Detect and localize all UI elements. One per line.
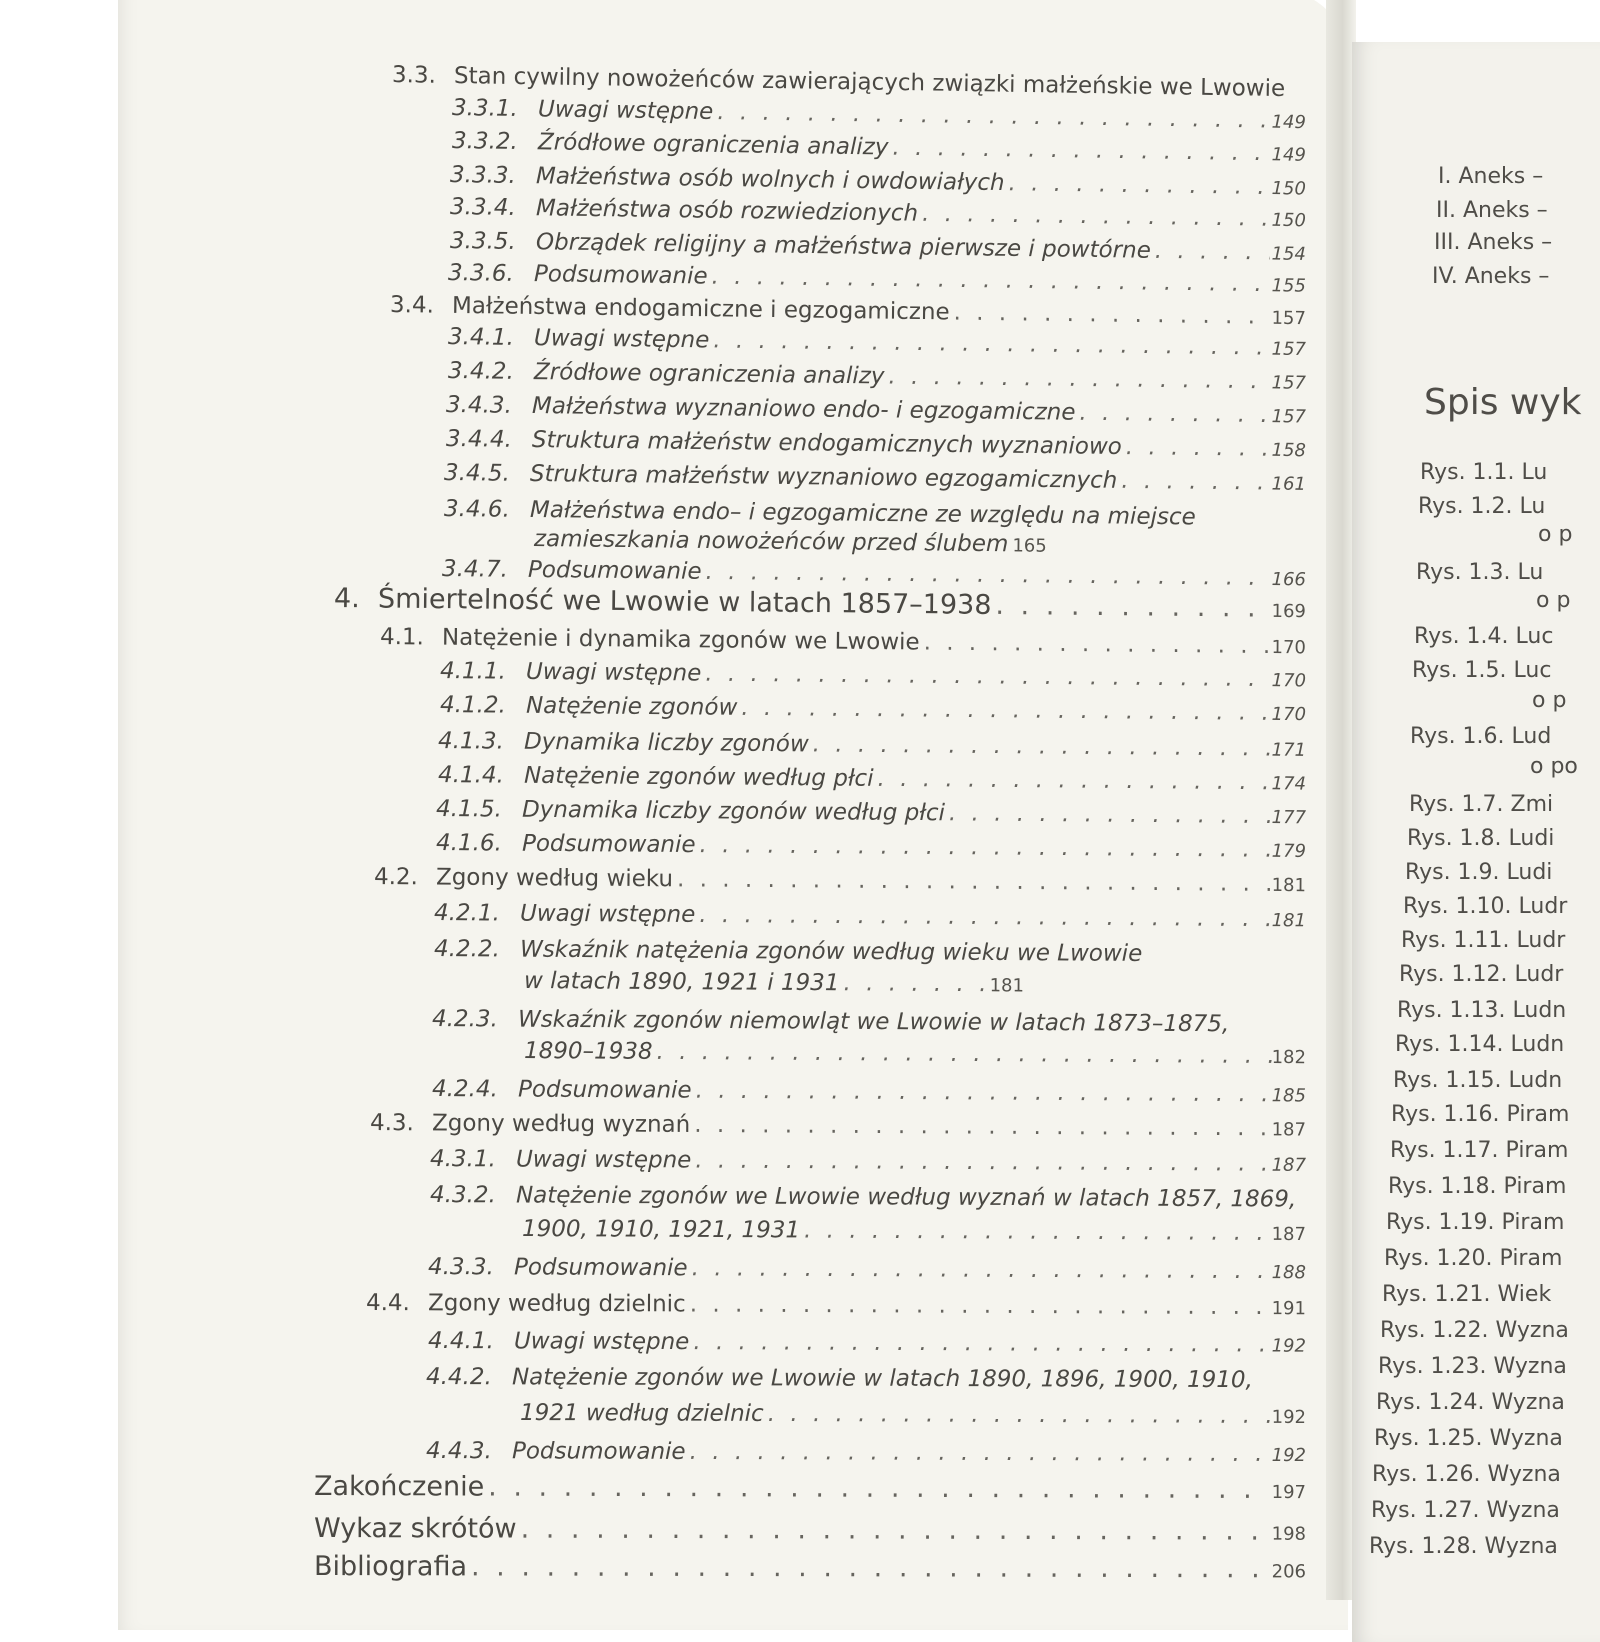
figure-title: Wyzna	[1485, 1534, 1558, 1559]
toc-number: 3.4.3.	[446, 390, 532, 421]
toc-leader-dots	[699, 900, 1270, 934]
figure-entry	[1380, 1316, 1569, 1346]
toc-title: Zgony według dzielnic	[428, 1288, 686, 1319]
toc-leader-dots	[1121, 466, 1270, 498]
toc-page-number: 181	[1272, 906, 1307, 936]
toc-page-number: 187	[1272, 1220, 1307, 1250]
toc-number: 3.3.2.	[452, 126, 538, 157]
figure-title: Ludn	[1509, 1068, 1563, 1093]
toc-page-number: 150	[1271, 174, 1306, 205]
toc-entry-4-2-4	[432, 1074, 1306, 1111]
figure-label: Rys. 1.24.	[1376, 1390, 1492, 1415]
figure-title: Wiek	[1498, 1282, 1552, 1307]
toc-leader-dots	[692, 1253, 1270, 1286]
figure-title: Piram	[1502, 1210, 1565, 1235]
toc-leader-dots	[768, 1399, 1272, 1431]
figure-entry	[1420, 458, 1547, 488]
figure-entry	[1416, 558, 1543, 588]
toc-number: 3.3.1.	[452, 93, 538, 124]
toc-title: Małżeństwa wyznaniowo endo- i egzogamiczne	[532, 391, 1076, 428]
figure-entry	[1384, 1244, 1562, 1274]
figure-label: Rys. 1.20.	[1384, 1246, 1500, 1271]
toc-continuation-text: zamieszkania nowożeńców przed ślubem	[534, 524, 1009, 559]
figure-entry	[1409, 790, 1553, 820]
figure-label: Rys. 1.17.	[1390, 1138, 1506, 1163]
toc-entry-4-2-3	[432, 1004, 1306, 1040]
toc-title: Małżeństwa endo– i egzogamiczne ze względu na miejsce	[530, 495, 1196, 532]
toc-page-number: 197	[1272, 1478, 1306, 1508]
toc-entry-continuation	[520, 1398, 1306, 1433]
toc-continuation-text: w latach 1890, 1921 i 1931	[524, 966, 840, 998]
toc-leader-dots	[694, 1110, 1270, 1143]
toc-title: Natężenie i dynamika zgonów we Lwowie	[442, 623, 920, 658]
toc-leader-dots	[953, 297, 1269, 331]
toc-page-number: 165	[1012, 531, 1047, 561]
toc-leader-dots	[923, 628, 1269, 662]
toc-title: Uwagi wstępne	[538, 94, 714, 127]
toc-leader-dots	[1155, 236, 1270, 268]
toc-title: Uwagi wstępne	[520, 899, 696, 930]
figure-title: Wyzna	[1492, 1390, 1565, 1415]
toc-entry-4-3-3	[428, 1252, 1306, 1288]
toc-page-number: 149	[1271, 140, 1306, 171]
toc-number: 4.3.1.	[430, 1144, 516, 1174]
toc-page-number: 192	[1272, 1441, 1306, 1471]
toc-number: 3.4.1.	[448, 322, 534, 353]
toc-title: Podsumowanie	[522, 829, 696, 860]
toc-number: 3.3.	[392, 60, 454, 91]
toc-page-number: 182	[1272, 1043, 1307, 1073]
toc-entry-4-3-2	[430, 1180, 1306, 1215]
toc-number: 4.1.	[380, 622, 442, 653]
toc-page-number: 206	[1272, 1557, 1306, 1587]
figure-label: Rys. 1.8.	[1407, 826, 1509, 851]
toc-page-number: 157	[1271, 402, 1306, 432]
figure-label: Rys. 1.27.	[1371, 1498, 1487, 1523]
figure-label: Rys. 1.21.	[1382, 1282, 1498, 1307]
toc-title: Śmiertelność we Lwowie w latach 1857–1938	[378, 584, 992, 620]
toc-leader-dots	[1008, 168, 1269, 202]
figure-title-continuation: o p	[1538, 522, 1572, 547]
toc-leader-dots	[877, 764, 1269, 797]
toc-leader-dots	[1126, 432, 1270, 464]
figure-entry	[1369, 1532, 1558, 1562]
toc-title: Struktura małżeństw wyznaniowo egzogamicznych	[530, 459, 1118, 496]
toc-entry-wykaz-skrotow	[314, 1514, 1306, 1550]
toc-title: Obrządek religijny a małżeństwa pierwsze i powtórne	[536, 227, 1151, 266]
figure-entry	[1391, 1100, 1569, 1130]
toc-title: Podsumowanie	[534, 259, 708, 291]
toc-title: Uwagi wstępne	[526, 657, 702, 689]
figure-entry	[1401, 926, 1565, 956]
figure-entry	[1410, 722, 1551, 752]
figure-label: Rys. 1.23.	[1378, 1354, 1494, 1379]
toc-title: Wykaz skrótów	[314, 1514, 517, 1545]
toc-leader-dots	[711, 262, 1269, 300]
toc-number: 3.3.4.	[450, 192, 536, 223]
toc-leader-dots	[892, 133, 1270, 169]
figure-entry	[1418, 492, 1545, 522]
figure-entry	[1386, 1208, 1564, 1238]
toc-leader-dots	[843, 968, 989, 999]
toc-number: 3.3.3.	[450, 160, 536, 191]
toc-number: 3.3.5.	[450, 226, 536, 257]
figure-label: Rys. 1.6.	[1410, 724, 1512, 749]
toc-title: Natężenie zgonów	[526, 691, 738, 723]
figure-title: Wyzna	[1496, 1318, 1569, 1343]
toc-entry-zakonczenie	[314, 1472, 1306, 1508]
figure-title: Wyzna	[1487, 1498, 1560, 1523]
toc-number: 4.1.3.	[438, 726, 524, 757]
toc-leader-dots	[804, 1215, 1272, 1247]
annex-entry: I. Aneks –	[1438, 162, 1543, 192]
toc-entry-bibliografia	[314, 1552, 1306, 1587]
toc-page-number: 157	[1271, 335, 1306, 365]
toc-number: 4.1.2.	[440, 690, 526, 721]
toc-title: Dynamika liczby zgonów według płci	[522, 795, 945, 829]
figure-label: Rys. 1.14.	[1395, 1032, 1511, 1057]
figure-label: Rys. 1.19.	[1386, 1210, 1502, 1235]
toc-leader-dots	[888, 362, 1269, 397]
toc-number: 4.4.3.	[426, 1436, 512, 1466]
toc-leader-dots	[696, 1076, 1270, 1110]
toc-page-number: 177	[1271, 803, 1306, 833]
toc-number: 3.4.7.	[442, 554, 528, 585]
toc-entry-continuation	[524, 966, 1024, 1001]
toc-number: 4.3.	[370, 1108, 432, 1138]
toc-leader-dots	[741, 693, 1270, 728]
toc-number: 4.2.2.	[434, 934, 520, 965]
toc-leader-dots	[813, 729, 1270, 763]
toc-leader-dots	[705, 659, 1270, 695]
toc-title: Bibliografia	[314, 1552, 467, 1582]
figure-entry	[1407, 824, 1554, 854]
toc-number: 4.2.	[374, 862, 436, 892]
figure-label: Rys. 1.7.	[1409, 792, 1511, 817]
figure-label: Rys. 1.28.	[1369, 1534, 1485, 1559]
figure-title: Ludi	[1507, 860, 1553, 885]
toc-page-number: 169	[1271, 597, 1306, 627]
figure-entry	[1403, 892, 1567, 922]
toc-title: Podsumowanie	[512, 1436, 686, 1467]
figure-title-continuation: o po	[1530, 754, 1578, 779]
figure-label: Rys. 1.4.	[1414, 624, 1516, 649]
toc-number: 4.3.2.	[430, 1180, 516, 1210]
toc-page-number: 192	[1272, 1332, 1306, 1362]
toc-page-number: 149	[1271, 108, 1306, 139]
figure-entry	[1414, 622, 1553, 652]
toc-leader-dots	[656, 1037, 1271, 1071]
toc-page-number: 171	[1271, 736, 1306, 766]
toc-title: Wskaźnik zgonów niemowląt we Lwowie w latach 1873–1875,	[518, 1005, 1229, 1040]
toc-page-number: 174	[1271, 769, 1306, 799]
toc-title: Wskaźnik natężenia zgonów według wieku we Lwowie	[520, 935, 1142, 969]
toc-continuation-text: 1900, 1910, 1921, 1931	[522, 1214, 800, 1245]
toc-page-number: 170	[1271, 633, 1306, 663]
figure-title: Lud	[1512, 724, 1552, 749]
figure-label: Rys. 1.25.	[1374, 1426, 1490, 1451]
toc-leader-dots	[471, 1552, 1270, 1584]
toc-entry-4-4-3	[426, 1436, 1306, 1471]
toc-leader-dots	[699, 830, 1269, 865]
figure-entry	[1371, 1496, 1560, 1526]
figure-title: Piram	[1507, 1102, 1570, 1127]
toc-leader-dots	[713, 325, 1270, 362]
toc-page-number: 192	[1272, 1403, 1306, 1433]
toc-title: Uwagi wstępne	[516, 1144, 692, 1175]
toc-entry-4-3	[370, 1108, 1306, 1146]
figure-label: Rys. 1.11.	[1401, 928, 1517, 953]
toc-page-number: 188	[1272, 1258, 1307, 1288]
toc-continuation-text: 1921 według dzielnic	[520, 1398, 764, 1429]
toc-entry-4-4	[366, 1288, 1306, 1324]
toc-page-number: 161	[1271, 470, 1306, 500]
toc-page-number: 150	[1271, 206, 1306, 236]
figure-label: Rys. 1.12.	[1399, 962, 1515, 987]
toc-number: 4.1.6.	[436, 828, 522, 859]
toc-page-number: 181	[1271, 871, 1306, 901]
figure-title: Wyzna	[1488, 1462, 1561, 1487]
figure-title: Piram	[1506, 1138, 1569, 1163]
toc-page-number: 166	[1271, 565, 1306, 595]
toc-page-number: 187	[1272, 1115, 1307, 1145]
toc-entry-4-4-1	[428, 1326, 1306, 1362]
toc-number: 4.2.3.	[432, 1004, 518, 1035]
figure-title: Ludr	[1519, 894, 1568, 919]
toc-page-number: 185	[1272, 1081, 1307, 1111]
toc-entry-4-2-2	[434, 934, 1306, 970]
toc-title: Natężenie zgonów według płci	[524, 761, 874, 794]
figure-entry	[1378, 1352, 1567, 1382]
figure-title: Piram	[1504, 1174, 1567, 1199]
figure-label: Rys. 1.13.	[1397, 998, 1513, 1023]
figure-entry	[1399, 960, 1563, 990]
toc-title: Podsumowanie	[518, 1075, 692, 1106]
figure-title: Lu	[1520, 494, 1546, 519]
figure-title: Wyzna	[1490, 1426, 1563, 1451]
figure-label: Rys. 1.22.	[1380, 1318, 1496, 1343]
figure-label: Rys. 1.15.	[1393, 1068, 1509, 1093]
toc-number: 4.3.3.	[428, 1252, 514, 1282]
figure-title: Ludr	[1515, 962, 1564, 987]
figure-entry	[1390, 1136, 1568, 1166]
figure-label: Rys. 1.3.	[1416, 560, 1518, 585]
toc-title: Struktura małżeństw endogamicznych wyznaniowo	[532, 425, 1122, 462]
figure-label: Rys. 1.26.	[1372, 1462, 1488, 1487]
figure-entry	[1412, 656, 1551, 686]
figure-label: Rys. 1.2.	[1418, 494, 1520, 519]
figure-label: Rys. 1.9.	[1405, 860, 1507, 885]
figure-entry	[1376, 1388, 1565, 1418]
toc-number: 4.1.5.	[436, 794, 522, 825]
toc-title: Zgony według wieku	[436, 862, 673, 894]
toc-page-number: 179	[1271, 837, 1306, 867]
toc-leader-dots	[693, 1327, 1269, 1359]
toc-page-number: 154	[1271, 239, 1306, 269]
annex-entry: II. Aneks –	[1436, 196, 1548, 226]
toc-entry-4-3-1	[430, 1144, 1306, 1181]
toc-title: Natężenie zgonów we Lwowie według wyznań w latach 1857, 1869,	[516, 1180, 1296, 1214]
toc-page-number: 187	[1272, 1151, 1307, 1181]
toc-entry-continuation	[524, 1036, 1306, 1073]
figure-entry	[1405, 858, 1552, 888]
toc-title: Małżeństwa endogamiczne i egzogamiczne	[452, 291, 950, 328]
toc-leader-dots	[695, 1145, 1269, 1178]
toc-leader-dots	[995, 591, 1269, 624]
toc-leader-dots	[949, 798, 1270, 831]
figure-title: Ludn	[1513, 998, 1567, 1023]
toc-title: Zgony według wyznań	[432, 1108, 690, 1140]
toc-page-number: 181	[990, 971, 1025, 1001]
toc-number: 3.3.6.	[448, 258, 534, 289]
toc-leader-dots	[521, 1515, 1270, 1547]
figure-title: Ludn	[1511, 1032, 1565, 1057]
figure-title: Ludr	[1517, 928, 1566, 953]
figure-label: Rys. 1.5.	[1412, 658, 1514, 683]
toc-page-number: 170	[1271, 666, 1306, 696]
toc-leader-dots	[922, 199, 1270, 234]
toc-title: Uwagi wstępne	[514, 1326, 689, 1357]
figure-entry	[1372, 1460, 1561, 1490]
figure-title: Lu	[1522, 460, 1548, 485]
toc-leader-dots	[677, 864, 1270, 899]
toc-entry-4-2-1	[434, 898, 1306, 936]
figure-entry	[1397, 996, 1566, 1026]
toc-title: Źródłowe ograniczenia analizy	[538, 127, 889, 162]
figure-title-continuation: o p	[1536, 588, 1570, 613]
toc-page-number: 191	[1272, 1294, 1306, 1324]
figure-title-continuation: o p	[1532, 688, 1566, 713]
toc-page-number: 158	[1271, 436, 1306, 466]
toc-number: 4.1.1.	[440, 656, 526, 687]
toc-title: Podsumowanie	[528, 555, 702, 587]
figure-label: Rys. 1.16.	[1391, 1102, 1507, 1127]
figure-label: Rys. 1.18.	[1388, 1174, 1504, 1199]
figure-title: Ludi	[1509, 826, 1555, 851]
toc-page-number: 155	[1271, 271, 1306, 301]
annex-entry: IV. Aneks –	[1432, 262, 1549, 292]
toc-number: 4.4.2.	[426, 1362, 512, 1392]
figure-entry	[1395, 1030, 1564, 1060]
toc-leader-dots	[690, 1289, 1270, 1322]
annex-entry: III. Aneks –	[1434, 228, 1552, 258]
toc-number: 3.4.	[390, 290, 452, 321]
toc-number: 4.4.1.	[428, 1326, 514, 1356]
toc-title: Źródłowe ograniczenia analizy	[534, 357, 885, 391]
figure-title: Lu	[1518, 560, 1544, 585]
figure-title: Wyzna	[1494, 1354, 1567, 1379]
toc-number: 4.2.4.	[432, 1074, 518, 1105]
toc-leader-dots	[690, 1437, 1270, 1469]
figure-title: Zmi	[1511, 792, 1554, 817]
toc-number: 4.	[334, 584, 378, 614]
toc-continuation-text: 1890–1938	[524, 1036, 653, 1067]
toc-entry-4-4-2	[426, 1362, 1306, 1395]
figure-label: Rys. 1.10.	[1403, 894, 1519, 919]
toc-title: Uwagi wstępne	[534, 323, 710, 355]
figure-entry	[1374, 1424, 1563, 1454]
toc-leader-dots	[1079, 398, 1269, 430]
toc-title: Małżeństwa osób rozwiedzionych	[536, 193, 918, 228]
toc-title: Podsumowanie	[514, 1252, 688, 1283]
toc-number: 3.4.6.	[444, 494, 530, 525]
toc-title: Dynamika liczby zgonów	[524, 727, 809, 760]
toc-title: Małżeństwa osób wolnych i owdowiałych	[536, 161, 1005, 198]
toc-number: 3.4.2.	[448, 356, 534, 387]
toc-title: Zakończenie	[314, 1472, 484, 1503]
figure-label: Rys. 1.1.	[1420, 460, 1522, 485]
figure-entry	[1382, 1280, 1551, 1310]
toc-entry-continuation	[522, 1214, 1306, 1250]
toc-number: 4.2.1.	[434, 898, 520, 929]
toc-number: 4.4.	[366, 1288, 428, 1318]
toc-title: Stan cywilny nowożeńców zawierających związki małżeńskie we Lwowie	[454, 61, 1286, 104]
toc-number: 3.4.4.	[446, 424, 532, 455]
figure-title: Luc	[1514, 658, 1552, 683]
figure-entry	[1393, 1066, 1562, 1096]
toc-title: Natężenie zgonów we Lwowie w latach 1890, 1896, 1900, 1910,	[512, 1362, 1253, 1395]
toc-page-number: 198	[1272, 1520, 1306, 1550]
toc-leader-dots	[488, 1473, 1270, 1505]
toc-page-number: 157	[1271, 368, 1306, 398]
figure-title: Piram	[1500, 1246, 1563, 1271]
toc-page-number: 157	[1271, 304, 1306, 334]
toc-number: 4.1.4.	[438, 760, 524, 791]
list-of-figures-heading: Spis wyk	[1424, 382, 1582, 423]
toc-number: 3.4.5.	[444, 458, 530, 489]
figure-title: Luc	[1516, 624, 1554, 649]
toc-page-number: 170	[1271, 700, 1306, 730]
figure-entry	[1388, 1172, 1566, 1202]
